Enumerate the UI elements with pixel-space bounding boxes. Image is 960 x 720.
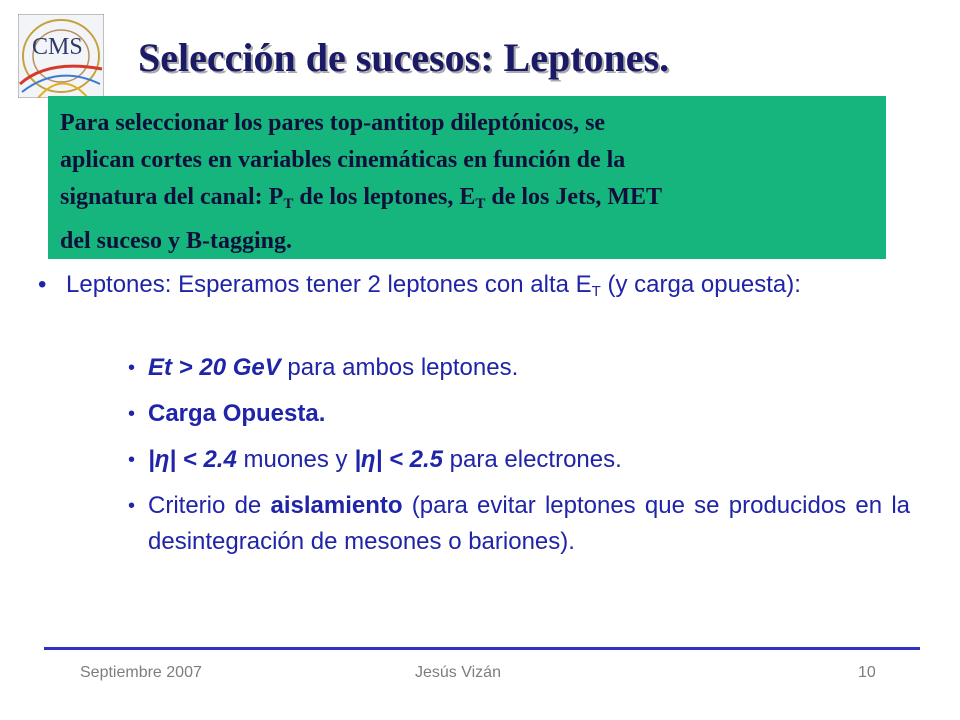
main-bullet-text: Leptones: Esperamos tener 2 leptones con alta E: [66, 271, 592, 298]
footer-author: Jesús Vizán: [415, 664, 501, 681]
subscript: T: [475, 196, 486, 212]
charge-cut: Carga Opuesta.: [148, 400, 326, 427]
sub-bullet-eta: [128, 442, 910, 478]
svg-text:CMS: CMS: [32, 34, 83, 60]
main-bullet: [38, 267, 910, 310]
footer-page-number: 10: [858, 664, 876, 681]
bullet-marker: •: [128, 495, 136, 517]
sub-bullet-text: Criterio de: [148, 492, 271, 519]
intro-line: [60, 179, 876, 223]
sub-bullet-text: para electrones.: [443, 446, 622, 473]
bullet-marker: •: [128, 357, 136, 379]
intro-text: signatura del canal: P: [60, 184, 284, 210]
bullet-marker: •: [128, 403, 136, 425]
footer-divider: [44, 647, 920, 650]
main-bullet-text: (y carga opuesta):: [600, 271, 801, 298]
cms-logo: [18, 14, 104, 98]
footer-date: Septiembre 2007: [80, 664, 202, 681]
subscript: T: [591, 283, 601, 300]
subscript: T: [283, 196, 294, 212]
sub-bullet-text: muones y: [236, 446, 355, 473]
bullet-marker: •: [38, 271, 47, 298]
sub-bullet-et: [128, 350, 910, 386]
intro-line: aplican cortes en variables cinemáticas en función de la: [60, 147, 626, 173]
sub-bullet-text: para ambos leptones.: [280, 354, 519, 381]
intro-line: Para seleccionar los pares top-antitop dileptónicos, se: [60, 110, 606, 136]
intro-text: de los Jets, MET: [485, 184, 663, 210]
bullet-marker: •: [128, 449, 136, 471]
intro-text: de los leptones, E: [293, 184, 476, 210]
eta-cut-electrons: |η| < 2.5: [354, 446, 444, 473]
isolation-term: aislamiento: [270, 492, 403, 519]
sub-bullet-text: (para evitar leptones que se producidos en la desintegración de mesones o bariones).: [148, 492, 910, 555]
sub-bullet-charge: [128, 396, 910, 432]
intro-box: [48, 96, 886, 259]
sub-bullet-isolation: [128, 488, 910, 560]
et-cut: Et > 20 GeV: [148, 354, 281, 381]
eta-cut-muons: |η| < 2.4: [148, 446, 237, 473]
intro-line: del suceso y B-tagging.: [60, 228, 293, 254]
slide-title: Selección de sucesos: Leptones.: [138, 35, 670, 80]
